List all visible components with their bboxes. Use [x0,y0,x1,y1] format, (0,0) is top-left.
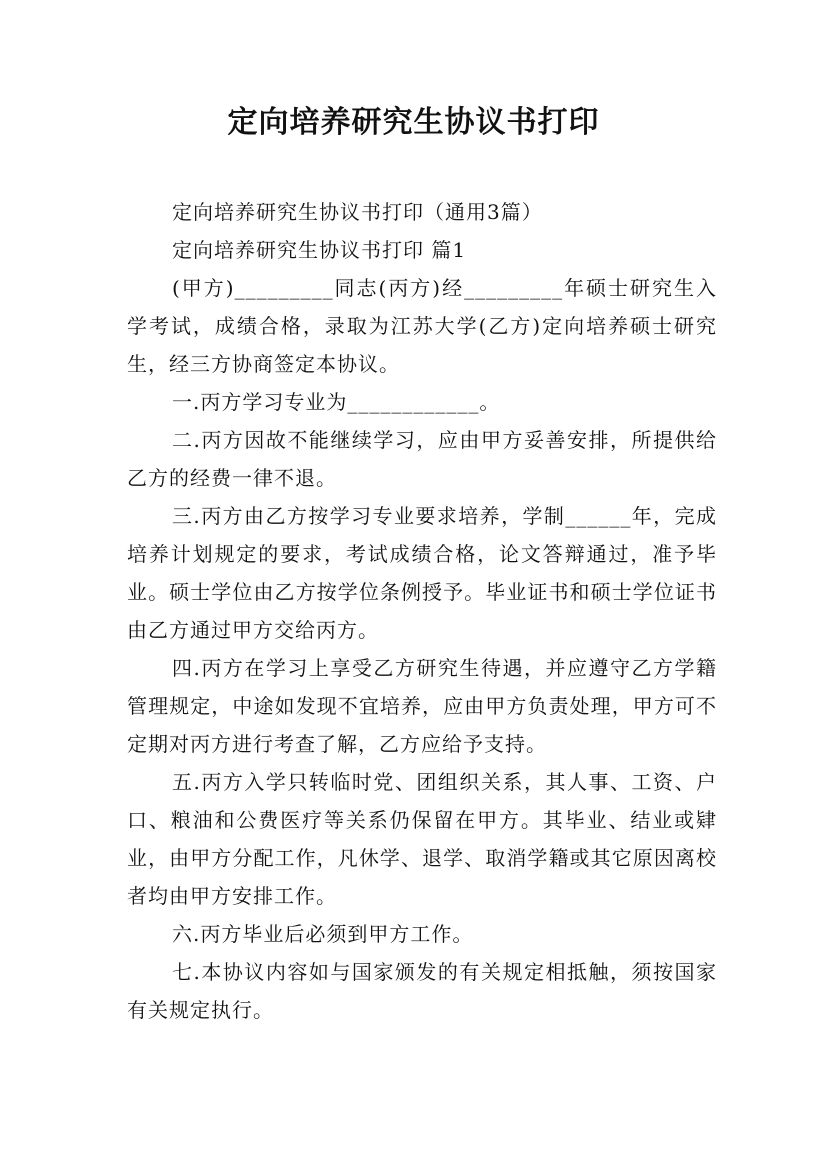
paragraph-intro: (甲方)_________同志(丙方)经_________年硕士研究生入学考试，成绩合格，录取为江苏大学(乙方)定向培养硕士研究生，经三方协商签定本协议。 [127,276,717,376]
paragraph-clause-7: 七.本协议内容如与国家颁发的有关规定相抵触，须按国家有关规定执行。 [127,960,717,1022]
document-title: 定向培养研究生协议书打印 [227,105,600,140]
paragraph-clause-5: 五.丙方入学只转临时党、团组织关系，其人事、工资、户口、粮油和公费医疗等关系仍保留在甲方。其毕业、结业或肄业，由甲方分配工作，凡休学、退学、取消学籍或其它原因离校者均由甲方安排工作。 [127,770,717,908]
paragraph-clause-6: 六.丙方毕业后必须到甲方工作。 [172,922,474,946]
document-subtitle: 定向培养研究生协议书打印（通用3篇） [172,200,543,224]
paragraph-clause-1: 一.丙方学习专业为____________。 [172,390,501,414]
paragraph-clause-3: 三.丙方由乙方按学习专业要求培养，学制______年，完成培养计划规定的要求，考试成绩合格，论文答辩通过，准予毕业。硕士学位由乙方按学位条例授予。毕业证书和硕士学位证书由乙方通过甲方交给丙方。 [127,504,717,642]
section-heading: 定向培养研究生协议书打印 篇1 [172,238,467,262]
paragraph-clause-4: 四.丙方在学习上享受乙方研究生待遇，并应遵守乙方学籍管理规定，中途如发现不宜培养，应由甲方负责处理，甲方可不定期对丙方进行考查了解，乙方应给予支持。 [127,656,717,756]
document-body [127,193,717,1029]
paragraph-clause-2: 二.丙方因故不能继续学习，应由甲方妥善安排，所提供给乙方的经费一律不退。 [127,428,717,490]
